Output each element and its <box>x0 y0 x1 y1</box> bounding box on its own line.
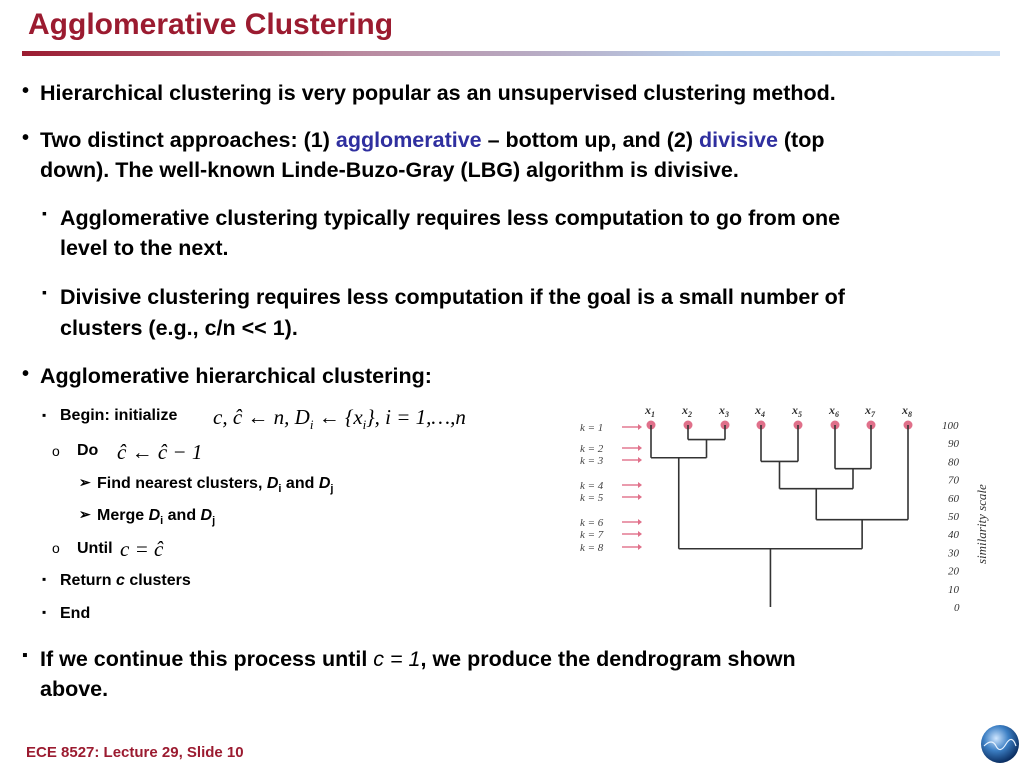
scale-tick-label: 20 <box>948 565 959 578</box>
algo-end: End <box>60 605 91 622</box>
bullet-approaches: Two distinct approaches: (1) agglomerative – bottom up, and (2) divisive (top <box>40 128 825 152</box>
k-arrowhead <box>638 482 642 488</box>
subbullet-divisive: Divisive clustering requires less computation if the goal is a small number of <box>60 285 845 309</box>
x-label: $x_2$ <box>682 403 692 419</box>
algo-return: Return c clusters <box>60 572 191 589</box>
k-arrowhead <box>638 457 642 463</box>
scale-tick-label: 30 <box>948 547 959 560</box>
algo-until: Until <box>77 540 113 557</box>
k-label: k = 5 <box>580 492 604 504</box>
x-label: $x_6$ <box>829 403 839 419</box>
k-arrowhead <box>638 445 642 451</box>
x-label: $x_8$ <box>902 403 912 419</box>
algo-until-math: c = ĉ <box>120 537 164 561</box>
k-arrowhead <box>638 519 642 525</box>
scale-tick-label: 80 <box>948 456 959 469</box>
term-agglomerative: agglomerative <box>335 128 482 152</box>
slide-title: Agglomerative Clustering <box>28 8 394 41</box>
k-arrowhead <box>638 531 642 537</box>
x-label: $x_5$ <box>792 403 802 419</box>
k-label: k = 7 <box>580 529 604 541</box>
x-label: $x_1$ <box>645 403 655 419</box>
k-arrowhead <box>638 494 642 500</box>
bullet-dot: • <box>22 80 30 102</box>
bullet-agglomerative-hierarchical: Agglomerative hierarchical clustering: <box>40 364 432 388</box>
square-bullet: ▪ <box>42 205 47 221</box>
globe-logo-icon <box>980 724 1020 764</box>
subbullet-agglomerative-line2: level to the next. <box>60 236 229 260</box>
algo-do-math: ĉ ← ĉ − 1 <box>117 440 203 464</box>
scale-tick-label: 10 <box>948 583 959 596</box>
term-divisive: divisive <box>699 128 778 152</box>
k-label: k = 1 <box>580 422 604 434</box>
k-label: k = 8 <box>580 542 604 554</box>
scale-tick-label: 70 <box>948 474 959 487</box>
dendrogram-figure <box>578 402 1018 612</box>
bullet-approaches-line2: down). The well-known Linde-Buzo-Gray (LBG) algorithm is divisive. <box>40 158 739 182</box>
square-bullet: ▪ <box>42 284 47 300</box>
algo-do: Do <box>77 442 99 459</box>
circle-bullet: o <box>52 443 60 459</box>
k-arrowhead <box>638 424 642 430</box>
arrow-bullet: ➢ <box>79 474 91 490</box>
arrow-bullet: ➢ <box>79 506 91 522</box>
scale-axis-label: similarity scale <box>974 484 989 564</box>
circle-bullet: o <box>52 540 60 556</box>
footer-slide-info: ECE 8527: Lecture 29, Slide 10 <box>26 744 244 761</box>
k-label: k = 2 <box>580 443 604 455</box>
scale-tick-label: 90 <box>948 438 959 451</box>
k-arrowhead <box>638 544 642 550</box>
square-bullet: ▪ <box>42 408 47 422</box>
x-label: $x_4$ <box>755 403 765 419</box>
square-bullet: ▪ <box>22 647 28 664</box>
scale-tick-label: 50 <box>948 511 959 523</box>
subbullet-divisive-line2: clusters (e.g., c/n << 1). <box>60 316 298 340</box>
algo-merge: Merge $D_i$ and $D_j$ <box>97 507 216 528</box>
bullet-dot: • <box>22 127 30 149</box>
x-label: $x_7$ <box>865 403 875 419</box>
final-statement: If we continue this process until c = 1, we produce the dendrogram shown <box>40 647 796 671</box>
scale-tick-label: 100 <box>942 420 959 432</box>
algo-begin: Begin: initialize <box>60 407 178 424</box>
square-bullet: ▪ <box>42 605 47 619</box>
algo-begin-math: c, ĉ ← n, $D_i$ ← $\{x_i\}$, i = 1,…,n <box>213 405 466 433</box>
k-label: k = 6 <box>580 517 604 529</box>
final-statement-line2: above. <box>40 677 109 701</box>
bullet-hierarchical: Hierarchical clustering is very popular as an unsupervised clustering method. <box>40 81 836 105</box>
bullet-dot: • <box>22 363 30 385</box>
scale-tick-label: 40 <box>948 529 959 542</box>
scale-tick-label: 0 <box>954 602 960 614</box>
title-underline <box>22 51 1000 56</box>
scale-tick-label: 60 <box>948 492 959 505</box>
square-bullet: ▪ <box>42 572 47 586</box>
k-label: k = 4 <box>580 480 604 492</box>
algo-find: Find nearest clusters, $D_i$ and $D_j$ <box>97 475 334 496</box>
subbullet-agglomerative: Agglomerative clustering typically requires less computation to go from one <box>60 206 841 230</box>
x-label: $x_3$ <box>719 403 729 419</box>
k-label: k = 3 <box>580 455 604 467</box>
